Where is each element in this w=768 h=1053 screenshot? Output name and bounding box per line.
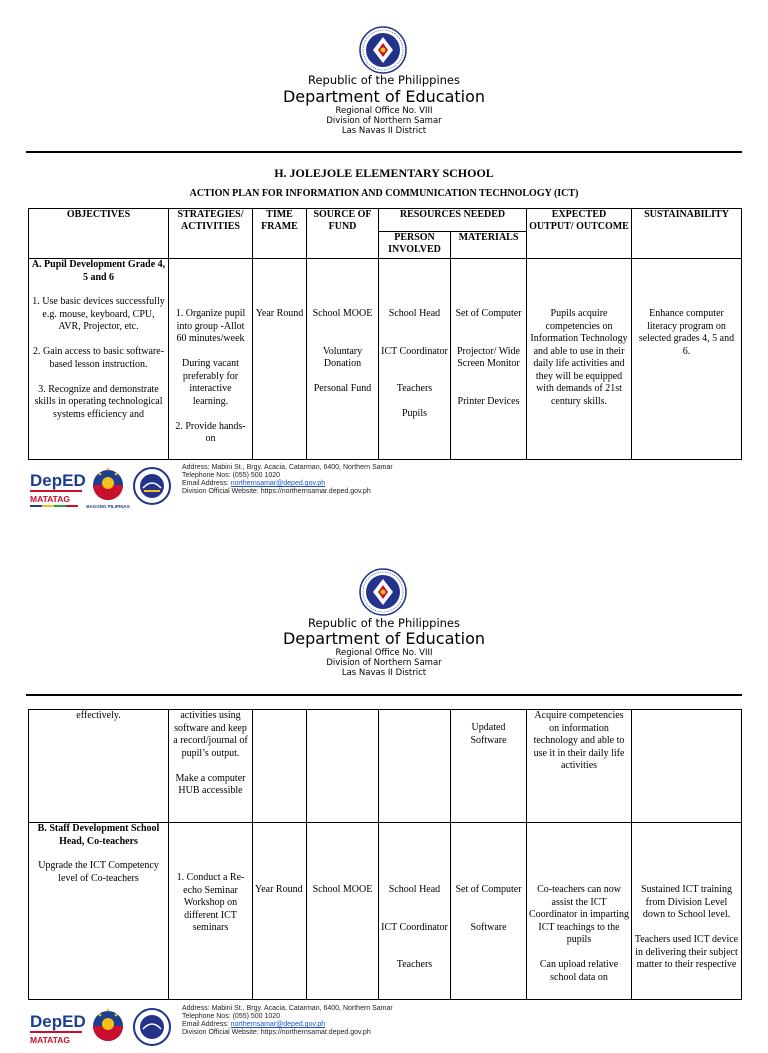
republic-text: Republic of the Philippines [307,616,461,630]
strategies-text: 1. Organize pupil into group -Allot 60 minutes/week During vacant preferably for interactive learning. 2. Provide hands-on [175,308,246,444]
email-link[interactable]: northernsamar@deped.gov.ph [230,1021,326,1028]
header-objectives: OBJECTIVES [29,209,169,259]
region-text: Regional Office No. VIII [335,106,433,116]
district-text: Las Navas II District [341,668,427,678]
footer [28,464,748,512]
objective-heading: A. Pupil Development Grade 4, 5 and 6 [31,259,166,283]
time-frame-text: Year Round [255,308,304,319]
strategies-cell [169,259,253,460]
person-involved-cell [379,710,451,823]
objectives-cell [29,259,169,460]
email-link[interactable]: northernsamar@deped.gov.ph [230,480,326,487]
expected-output-cell [527,259,632,460]
bagong-pilipinas-logo [86,468,130,509]
header-strategies: STRATEGIES/ ACTIVITIES [169,209,253,259]
header-sustainability: SUSTAINABILITY [632,209,742,259]
time-frame-text: Year Round [255,884,303,895]
header-time-frame: TIME FRAME [253,209,307,259]
plan-title: ACTION PLAN FOR INFORMATION AND COMMUNICATION TECHNOLOGY (ICT) [189,188,579,199]
expected-output-text: Pupils acquire competencies on Information Technology and able to use in their daily life activities and they will be equipped with demands of 21st century skills. [530,308,628,407]
materials-text: Set of Computer Projector/ Wide Screen Monitor Printer Devices [455,308,522,407]
email-label: Email Address: [182,1021,231,1028]
header-materials: MATERIALS [451,232,527,259]
footer-contact [182,1005,393,1037]
header-divider [26,694,742,696]
materials-cell [451,823,527,1000]
strategies-text: 1. Conduct a Re-echo Seminar Workshop on different ICT seminars [176,872,245,933]
materials-text: Set of Computer Software [455,884,522,933]
sustainability-text: Sustained ICT training from Division Level down to School level. Teachers used ICT device in delivering their subject matter to their respective [634,884,739,970]
strategies-text: activities using software and keep a record/journal of pupil’s output. Make a computer HUB accessible [173,710,248,796]
expected-output-text: Co-teachers can now assist the ICT Coordinator in imparting ICT teachings to the pupils Can upload relative school data on [529,884,629,983]
deped-matatag-logo [30,1012,86,1045]
footer-logos [28,1005,176,1053]
objective-text: effectively. [76,710,121,721]
header-resources-needed: RESOURCES NEEDED [379,209,527,232]
deped-logo-text: DepED [30,1012,86,1031]
expected-output-cell [527,823,632,1000]
action-plan-table [28,208,742,460]
telephone-text: Telephone Nos: (055) 500 1020 [182,472,281,479]
email-line [182,1021,393,1029]
page-2 [0,548,768,1045]
sustainability-text: Enhance computer literacy program on selected grades 4, 5 and 6. [638,308,735,357]
header-expected-output: EXPECTED OUTPUT/ OUTCOME [527,209,632,259]
page-1 [0,0,768,520]
header-source-of-fund: SOURCE OF FUND [307,209,379,259]
matatag-logo-text: MATATAG [30,494,70,504]
department-title: Department of Education [282,87,486,106]
person-involved-text: School Head ICT Coordinator Teachers Pupils [381,308,448,419]
department-title: Department of Education [282,629,486,648]
website-text: Division Official Website: https://northernsamar.deped.gov.ph [182,1029,371,1036]
email-label: Email Address: [182,480,231,487]
bagong-pilipinas-text: BAGONG PILIPINAS [86,504,130,509]
person-involved-cell [379,823,451,1000]
deped-logo-text: DepED [30,471,86,490]
table-row [29,710,742,823]
table-row [29,259,742,460]
deped-seal-icon [359,26,407,74]
matatag-logo-text: MATATAG [30,1035,70,1045]
division-text: Division of Northern Samar [326,658,442,668]
division-seal-icon [134,468,170,504]
source-of-fund-cell [307,710,379,823]
footer-contact [182,464,393,496]
sustainability-cell [632,823,742,1000]
strategies-cell [169,823,253,1000]
source-of-fund-cell [307,823,379,1000]
district-text: Las Navas II District [341,126,427,136]
materials-text: Updated Software [470,722,507,746]
person-involved-text: School Head ICT Coordinator Teachers [381,884,448,970]
bagong-pilipinas-logo [93,1009,123,1041]
time-frame-cell [253,259,307,460]
source-of-fund-text: School MOOE [312,884,373,895]
action-plan-table-continued [28,709,742,1000]
objective-heading: B. Staff Development School Head, Co-teachers [37,823,160,847]
address-text: Address: Mabini St., Brgy. Acacia, Catarman, 6400, Northern Samar [182,1005,393,1012]
time-frame-cell [253,710,307,823]
objectives-cell [29,823,169,1000]
telephone-text: Telephone Nos: (055) 500 1020 [182,1013,281,1020]
region-text: Regional Office No. VIII [335,648,433,658]
division-text: Division of Northern Samar [326,116,442,126]
school-name: H. JOLEJOLE ELEMENTARY SCHOOL [274,166,494,180]
expected-output-cell [527,710,632,823]
website-text: Division Official Website: https://northernsamar.deped.gov.ph [182,488,371,495]
deped-matatag-logo [30,471,86,507]
header-divider [26,151,742,153]
person-involved-cell [379,259,451,460]
strategies-cell [169,710,253,823]
table-row [29,823,742,1000]
objective-text: 1. Use basic devices successfully e.g. mouse, keyboard, CPU, AVR, Projector, etc. 2. Gain access to basic software-based lesson instruction. 3. Recognize and demonstrate skills in operating technological systems efficiency and [32,296,165,420]
footer-logos [28,464,176,512]
materials-cell [451,710,527,823]
objectives-cell [29,710,169,823]
republic-text: Republic of the Philippines [307,73,461,87]
sustainability-cell [632,710,742,823]
materials-cell [451,259,527,460]
email-line [182,480,393,488]
source-of-fund-text: School MOOE Voluntary Donation Personal Fund [312,308,373,394]
footer [28,1005,748,1053]
deped-seal-icon [359,568,407,616]
time-frame-cell [253,823,307,1000]
objective-text: Upgrade the ICT Competency level of Co-teachers [38,860,159,884]
expected-output-text: Acquire competencies on information technology and able to use it in their daily life activities [533,710,625,771]
division-seal-icon [134,1009,170,1045]
sustainability-cell [632,259,742,460]
address-text: Address: Mabini St., Brgy. Acacia, Catarman, 6400, Northern Samar [182,464,393,471]
header-person-involved: PERSON INVOLVED [379,232,451,259]
source-of-fund-cell [307,259,379,460]
